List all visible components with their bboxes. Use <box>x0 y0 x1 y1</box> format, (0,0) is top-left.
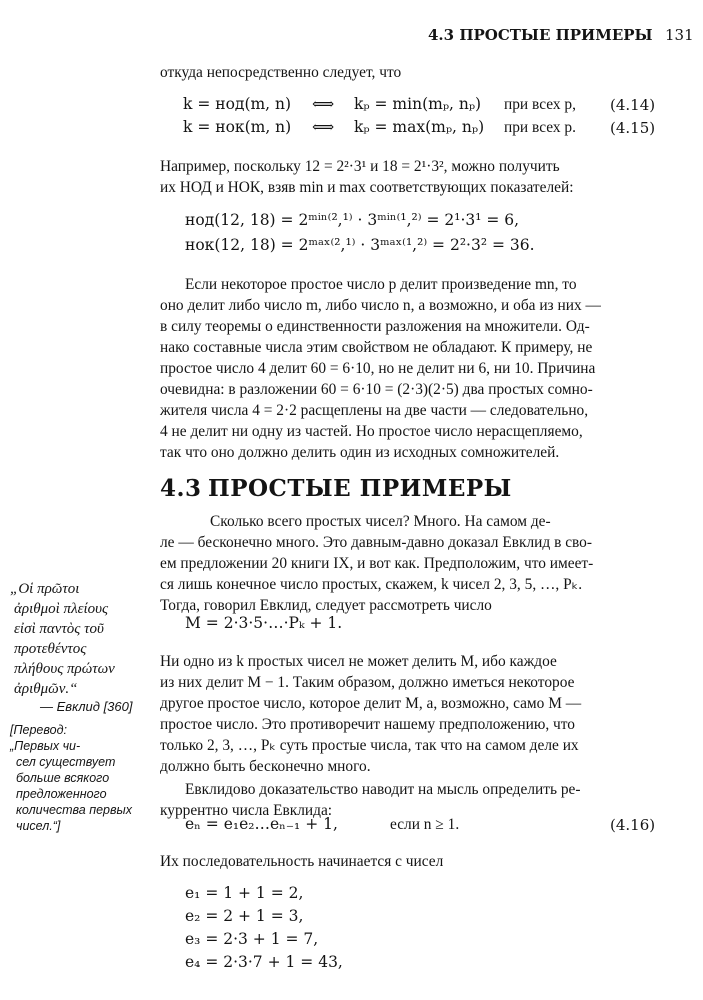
text-line: из них делит M − 1. Таким образом, должно иметься некоторое <box>160 674 575 691</box>
page-number: 131 <box>665 26 694 44</box>
translation-line: чисел.“] <box>16 819 61 833</box>
text-line: куррентно числа Евклида: <box>160 802 333 819</box>
text-line: должно быть бесконечно много. <box>160 758 371 775</box>
sequence-intro: Их последовательность начинается с чисел <box>160 853 444 870</box>
translation-line: предложенного <box>16 787 107 801</box>
section-title: ПРОСТЫЕ ПРИМЕРЫ <box>208 475 512 502</box>
section-number: 4.3 <box>160 475 202 502</box>
eq-rhs: kₚ = max(mₚ, nₚ) <box>354 118 485 136</box>
greek-quote-line: πλήθους πρώτων <box>14 661 115 677</box>
greek-quote-line: ἀριθμῶν.“ <box>14 681 78 697</box>
eq-condition: при всех p. <box>504 119 576 136</box>
greek-quote-line: προτεθέντος <box>14 641 87 657</box>
text-line: Ни одно из k простых чисел не может делить M, ибо каждое <box>160 653 557 670</box>
text-line: в силу теоремы о единственности разложения на множители. Од- <box>160 318 590 335</box>
translation-line: [Перевод: <box>10 723 67 737</box>
sequence-line: e₃ = 2·3 + 1 = 7, <box>185 930 319 948</box>
sequence-line: e₄ = 2·3·7 + 1 = 43, <box>185 953 343 971</box>
text-line: их НОД и НОК, взяв min и max соответствующих показателей: <box>160 179 574 196</box>
euclid-number-equation: M = 2·3·5·…·Pₖ + 1. <box>185 614 343 632</box>
eq-lhs: eₙ = e₁e₂…eₙ₋₁ + 1, <box>185 815 338 833</box>
equation-number: (4.14) <box>610 96 656 114</box>
text-line: нако составные числа этим свойством не обладают. К примеру, не <box>160 339 593 356</box>
sequence-line: e₁ = 1 + 1 = 2, <box>185 884 304 902</box>
eq-lhs: k = нок(m, n) <box>183 118 292 136</box>
text-line: Тогда, говорил Евклид, следует рассмотреть число <box>160 597 492 614</box>
text-line: Евклидово доказательство наводит на мысль определить ре- <box>185 781 581 798</box>
eq-condition: при всех p, <box>504 96 576 113</box>
text-line: другое простое число, которое делит M, а, возможно, само M — <box>160 695 582 712</box>
translation-line: больше всякого <box>16 771 110 785</box>
quote-attribution: — Евклид [360] <box>40 699 133 714</box>
gcd-example: нод(12, 18) = 2ᵐⁱⁿ⁽²,¹⁾ · 3ᵐⁱⁿ⁽¹,²⁾ = 2¹·3¹ = 6, <box>185 211 520 229</box>
intro-line: откуда непосредственно следует, что <box>160 64 402 81</box>
equation-number: (4.16) <box>610 816 656 834</box>
text-line: жителя числа 4 = 2·2 расщеплены на две части — следовательно, <box>160 402 589 419</box>
text-line: ле — бесконечно много. Это давным-давно доказал Евклид в сво- <box>160 534 593 551</box>
text-line: ем предложении 20 книги IX, и вот как. Предположим, что имеет- <box>160 555 594 572</box>
text-line: ся лишь конечное число простых, скажем, k чисел 2, 3, 5, …, Pₖ. <box>160 576 583 593</box>
text-line: только 2, 3, …, Pₖ суть простые числа, так что на самом деле их <box>160 737 579 754</box>
text-line: Например, поскольку 12 = 2²·3¹ и 18 = 2¹·3², можно получить <box>160 158 560 175</box>
eq-condition: если n ≥ 1. <box>390 816 460 833</box>
text-line: простое число. Это противоречит нашему предположению, что <box>160 716 575 733</box>
text-line: оно делит либо число m, либо число n, а возможно, и оба из них — <box>160 297 601 314</box>
iff-arrow: ⟺ <box>312 118 335 136</box>
translation-line: количества первых <box>16 803 132 817</box>
lcm-example: нок(12, 18) = 2ᵐᵃˣ⁽²,¹⁾ · 3ᵐᵃˣ⁽¹,²⁾ = 2²·3² = 36. <box>185 236 535 254</box>
text-line: Если некоторое простое число p делит произведение mn, то <box>185 276 577 293</box>
text-line: простое число 4 делит 60 = 6·10, но не делит ни 6, ни 10. Причина <box>160 360 596 377</box>
translation-line: „Первых чи- <box>10 739 81 753</box>
greek-quote-line: „Οἱ πρῶτοι <box>10 581 80 597</box>
text-line: так что оно должно делить один из исходных сомножителей. <box>160 444 560 461</box>
equation-number: (4.15) <box>610 119 656 137</box>
text-line: очевидна: в разложении 60 = 6·10 = (2·3)(2·5) два простых сомно- <box>160 381 593 398</box>
eq-lhs: k = нод(m, n) <box>183 95 292 113</box>
iff-arrow: ⟺ <box>312 95 335 113</box>
greek-quote-line: εἰσὶ παντὸς τοῦ <box>14 621 104 637</box>
text-line: Сколько всего простых чисел? Много. На самом де- <box>210 513 551 530</box>
eq-rhs: kₚ = min(mₚ, nₚ) <box>354 95 482 113</box>
text-line: 4 не делит ни одну из частей. Но простое число нерасщепляемо, <box>160 423 583 440</box>
sequence-line: e₂ = 2 + 1 = 3, <box>185 907 304 925</box>
running-head: 4.3 ПРОСТЫЕ ПРИМЕРЫ <box>428 26 653 44</box>
translation-line: сел существует <box>16 755 116 769</box>
greek-quote-line: ἀριθμοὶ πλείους <box>14 601 109 617</box>
